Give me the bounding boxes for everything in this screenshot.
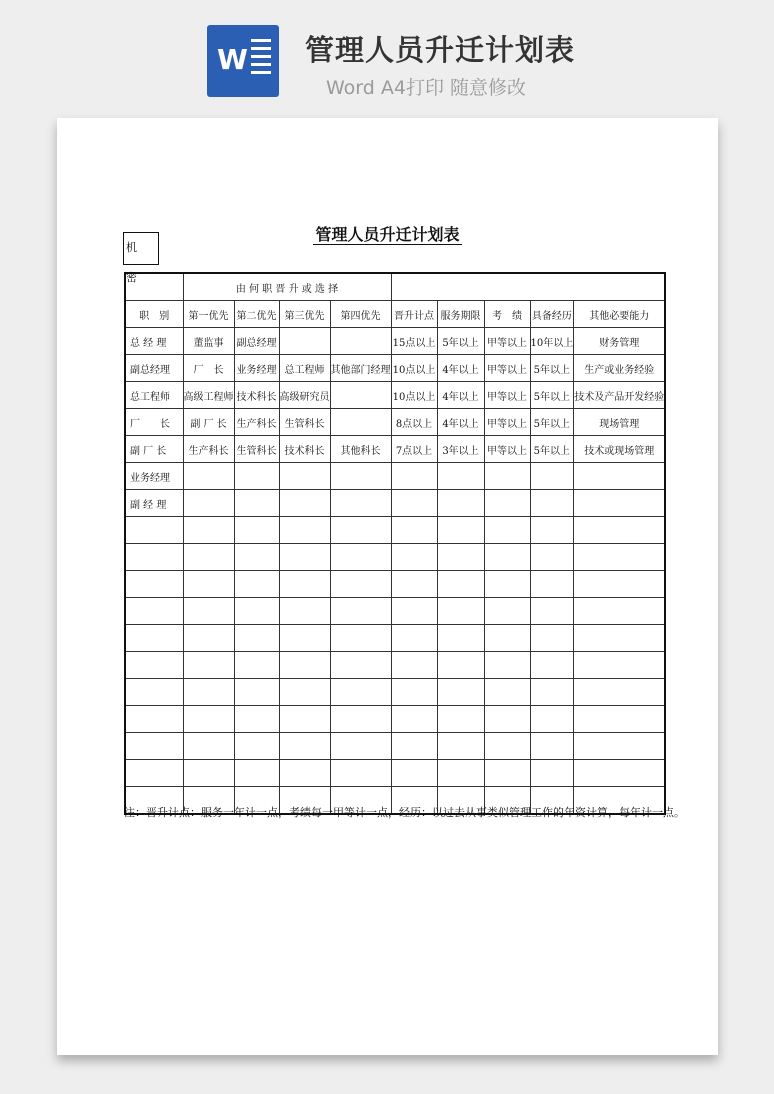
- table-cell: 高级研究员: [279, 382, 330, 409]
- table-row: [125, 652, 665, 679]
- table-cell: [279, 733, 330, 760]
- table-cell: [530, 652, 574, 679]
- table-cell: [279, 679, 330, 706]
- table-cell: 10年以上: [530, 328, 574, 355]
- table-cell: [330, 760, 391, 787]
- position-cell: [125, 544, 183, 571]
- table-cell: [279, 706, 330, 733]
- word-icon-lines: [251, 39, 271, 79]
- table-cell: [330, 571, 391, 598]
- table-cell: [391, 652, 437, 679]
- table-cell: [234, 517, 279, 544]
- table-cell: [279, 517, 330, 544]
- table-cell: 5年以上: [530, 409, 574, 436]
- column-header: 服务期限: [437, 301, 484, 328]
- group-header: 由 何 职 晋 升 或 选 择: [183, 273, 391, 301]
- table-cell: [330, 679, 391, 706]
- position-cell: [125, 652, 183, 679]
- table-cell: [183, 571, 234, 598]
- table-cell: 生管科长: [234, 436, 279, 463]
- position-cell: [125, 706, 183, 733]
- table-cell: [279, 571, 330, 598]
- table-row: [125, 463, 665, 490]
- table-row: [125, 355, 665, 382]
- table-cell: [391, 760, 437, 787]
- table-cell: [530, 733, 574, 760]
- table-row: [125, 409, 665, 436]
- table-cell: [391, 571, 437, 598]
- table-row: [125, 517, 665, 544]
- table-cell: [484, 760, 530, 787]
- table-cell: [530, 544, 574, 571]
- table-cell: [437, 625, 484, 652]
- table-cell: [279, 328, 330, 355]
- table-cell: 董监事: [183, 328, 234, 355]
- table-cell: [330, 598, 391, 625]
- table-cell: [234, 652, 279, 679]
- table-cell: [484, 706, 530, 733]
- table-cell: [330, 733, 391, 760]
- table-cell: [391, 463, 437, 490]
- table-cell: [183, 733, 234, 760]
- table-cell: [484, 463, 530, 490]
- table-cell: [279, 463, 330, 490]
- position-cell: [125, 625, 183, 652]
- position-cell: 业务经理: [125, 463, 183, 490]
- table-cell: [574, 544, 666, 571]
- table-cell: [391, 490, 437, 517]
- promotion-plan-table: [124, 272, 666, 815]
- position-cell: [125, 571, 183, 598]
- table-cell: 10点以上: [391, 355, 437, 382]
- table-cell: 5年以上: [437, 328, 484, 355]
- table-cell: 高级工程师: [183, 382, 234, 409]
- table-header-row: [125, 301, 665, 328]
- table-cell: [183, 706, 234, 733]
- table-cell: [279, 760, 330, 787]
- table-cell: [234, 679, 279, 706]
- position-cell: [125, 598, 183, 625]
- position-cell: [125, 733, 183, 760]
- banner-subtitle: Word A4打印 随意修改: [326, 77, 527, 99]
- table-cell: 甲等以上: [484, 355, 530, 382]
- word-icon: [207, 25, 279, 97]
- table-cell: [574, 652, 666, 679]
- table-cell: 7点以上: [391, 436, 437, 463]
- column-header: 具备经历: [530, 301, 574, 328]
- document-title-text: 管理人员升迁计划表: [315, 225, 460, 244]
- table-cell: [125, 273, 183, 301]
- table-cell: [437, 517, 484, 544]
- table-cell: [391, 517, 437, 544]
- table-cell: 3年以上: [437, 436, 484, 463]
- table-cell: [437, 463, 484, 490]
- table-cell: 生产科长: [183, 436, 234, 463]
- table-cell: [279, 598, 330, 625]
- table-cell: 现场管理: [574, 409, 666, 436]
- table-cell: [183, 679, 234, 706]
- table-cell: [574, 517, 666, 544]
- table-cell: [437, 760, 484, 787]
- table-cell: 8点以上: [391, 409, 437, 436]
- table-cell: [530, 598, 574, 625]
- table-cell: 5年以上: [530, 382, 574, 409]
- table-cell: [530, 571, 574, 598]
- table-cell: [574, 571, 666, 598]
- position-cell: [125, 760, 183, 787]
- table-cell: [391, 273, 665, 301]
- table-cell: [574, 490, 666, 517]
- column-header: 职 别: [125, 301, 183, 328]
- table-cell: 副 厂 长: [183, 409, 234, 436]
- document-page: [57, 118, 718, 1055]
- table-cell: 财务管理: [574, 328, 666, 355]
- position-cell: 副 经 理: [125, 490, 183, 517]
- table-cell: [279, 544, 330, 571]
- table-cell: [234, 625, 279, 652]
- position-cell: 副 厂 长: [125, 436, 183, 463]
- table-cell: [183, 652, 234, 679]
- table-cell: [574, 679, 666, 706]
- table-cell: [484, 517, 530, 544]
- table-cell: 10点以上: [391, 382, 437, 409]
- table-cell: [183, 598, 234, 625]
- table-group-header-row: [125, 273, 665, 301]
- table-cell: 4年以上: [437, 409, 484, 436]
- table-cell: [437, 652, 484, 679]
- table-cell: 4年以上: [437, 382, 484, 409]
- table-cell: [530, 679, 574, 706]
- table-cell: [234, 760, 279, 787]
- table-cell: [234, 598, 279, 625]
- table-cell: [574, 625, 666, 652]
- table-cell: [234, 463, 279, 490]
- table-cell: [484, 571, 530, 598]
- position-cell: [125, 517, 183, 544]
- banner: [0, 0, 774, 110]
- column-header: 晋升计点: [391, 301, 437, 328]
- table-cell: [279, 490, 330, 517]
- table-row: [125, 544, 665, 571]
- table-cell: [183, 463, 234, 490]
- table-row: [125, 490, 665, 517]
- table-cell: [574, 598, 666, 625]
- table-cell: [437, 490, 484, 517]
- column-header: 考 绩: [484, 301, 530, 328]
- column-header: 第四优先: [330, 301, 391, 328]
- table-cell: 5年以上: [530, 436, 574, 463]
- position-cell: [125, 679, 183, 706]
- table-cell: 4年以上: [437, 355, 484, 382]
- table-cell: [391, 679, 437, 706]
- table-row: [125, 760, 665, 787]
- table-cell: [484, 733, 530, 760]
- table-row: [125, 679, 665, 706]
- table-cell: [183, 490, 234, 517]
- table-cell: 甲等以上: [484, 328, 530, 355]
- table-cell: 技术及产品开发经验: [574, 382, 666, 409]
- table-cell: [234, 733, 279, 760]
- banner-title: 管理人员升迁计划表: [305, 33, 576, 67]
- table-cell: [330, 463, 391, 490]
- table-row: [125, 328, 665, 355]
- table-row: [125, 625, 665, 652]
- table-cell: [279, 625, 330, 652]
- table-cell: 甲等以上: [484, 409, 530, 436]
- position-cell: 厂 长: [125, 409, 183, 436]
- secret-label: 机 密: [123, 232, 159, 265]
- table-cell: [391, 706, 437, 733]
- table-cell: [530, 490, 574, 517]
- table-cell: [330, 382, 391, 409]
- table-cell: [234, 571, 279, 598]
- table-cell: [330, 625, 391, 652]
- table-cell: 技术科长: [234, 382, 279, 409]
- table-cell: 厂 长: [183, 355, 234, 382]
- table-cell: 甲等以上: [484, 382, 530, 409]
- table-cell: 5年以上: [530, 355, 574, 382]
- table-cell: [530, 625, 574, 652]
- table-cell: [530, 517, 574, 544]
- table-cell: [330, 652, 391, 679]
- table-row: [125, 706, 665, 733]
- table-cell: [484, 598, 530, 625]
- table-cell: [437, 706, 484, 733]
- table-cell: [530, 706, 574, 733]
- table-cell: [330, 490, 391, 517]
- table-cell: [330, 706, 391, 733]
- table-cell: [574, 760, 666, 787]
- table-cell: 其他科长: [330, 436, 391, 463]
- footnote: 注：晋升计点：服务一年计一点，考绩每一甲等计一点，经历：以过去从事类似管理工作的年资计算，每年计一点。: [124, 806, 685, 819]
- position-cell: 总工程师: [125, 382, 183, 409]
- table-cell: [183, 760, 234, 787]
- table-row: [125, 733, 665, 760]
- table-cell: [234, 544, 279, 571]
- column-header: 第二优先: [234, 301, 279, 328]
- table-cell: 生管科长: [279, 409, 330, 436]
- table-cell: 总工程师: [279, 355, 330, 382]
- table-cell: 技术科长: [279, 436, 330, 463]
- table-cell: [574, 706, 666, 733]
- table-cell: [437, 544, 484, 571]
- table-row: [125, 571, 665, 598]
- table-cell: [391, 544, 437, 571]
- table-cell: 业务经理: [234, 355, 279, 382]
- table-cell: [437, 733, 484, 760]
- table-cell: [437, 598, 484, 625]
- table-cell: [530, 760, 574, 787]
- table-row: [125, 436, 665, 463]
- table-cell: [330, 517, 391, 544]
- table-cell: 15点以上: [391, 328, 437, 355]
- table-cell: [234, 490, 279, 517]
- word-icon-letter: W: [217, 43, 248, 76]
- table-row: [125, 382, 665, 409]
- column-header: 第三优先: [279, 301, 330, 328]
- table-cell: 生产科长: [234, 409, 279, 436]
- table-cell: [391, 598, 437, 625]
- position-cell: 总 经 理: [125, 328, 183, 355]
- table-cell: [530, 463, 574, 490]
- column-header: 其他必要能力: [574, 301, 666, 328]
- table-cell: [183, 625, 234, 652]
- table-cell: [484, 652, 530, 679]
- table-cell: [391, 625, 437, 652]
- table-cell: 其他部门经理: [330, 355, 391, 382]
- table-cell: [484, 625, 530, 652]
- table-row: [125, 598, 665, 625]
- table-cell: [574, 463, 666, 490]
- table-cell: 副总经理: [234, 328, 279, 355]
- table-cell: [484, 544, 530, 571]
- table-cell: [330, 409, 391, 436]
- table-cell: [484, 679, 530, 706]
- table-cell: [183, 544, 234, 571]
- table-cell: [391, 733, 437, 760]
- table-cell: 技术或现场管理: [574, 436, 666, 463]
- table-cell: [234, 706, 279, 733]
- table-cell: [330, 328, 391, 355]
- table-cell: [183, 517, 234, 544]
- table-cell: 生产或业务经验: [574, 355, 666, 382]
- table-cell: [437, 571, 484, 598]
- table-cell: 甲等以上: [484, 436, 530, 463]
- table-cell: [574, 733, 666, 760]
- table-cell: [330, 544, 391, 571]
- table-cell: [279, 652, 330, 679]
- position-cell: 副总经理: [125, 355, 183, 382]
- column-header: 第一优先: [183, 301, 234, 328]
- table-cell: [484, 490, 530, 517]
- table-cell: [437, 679, 484, 706]
